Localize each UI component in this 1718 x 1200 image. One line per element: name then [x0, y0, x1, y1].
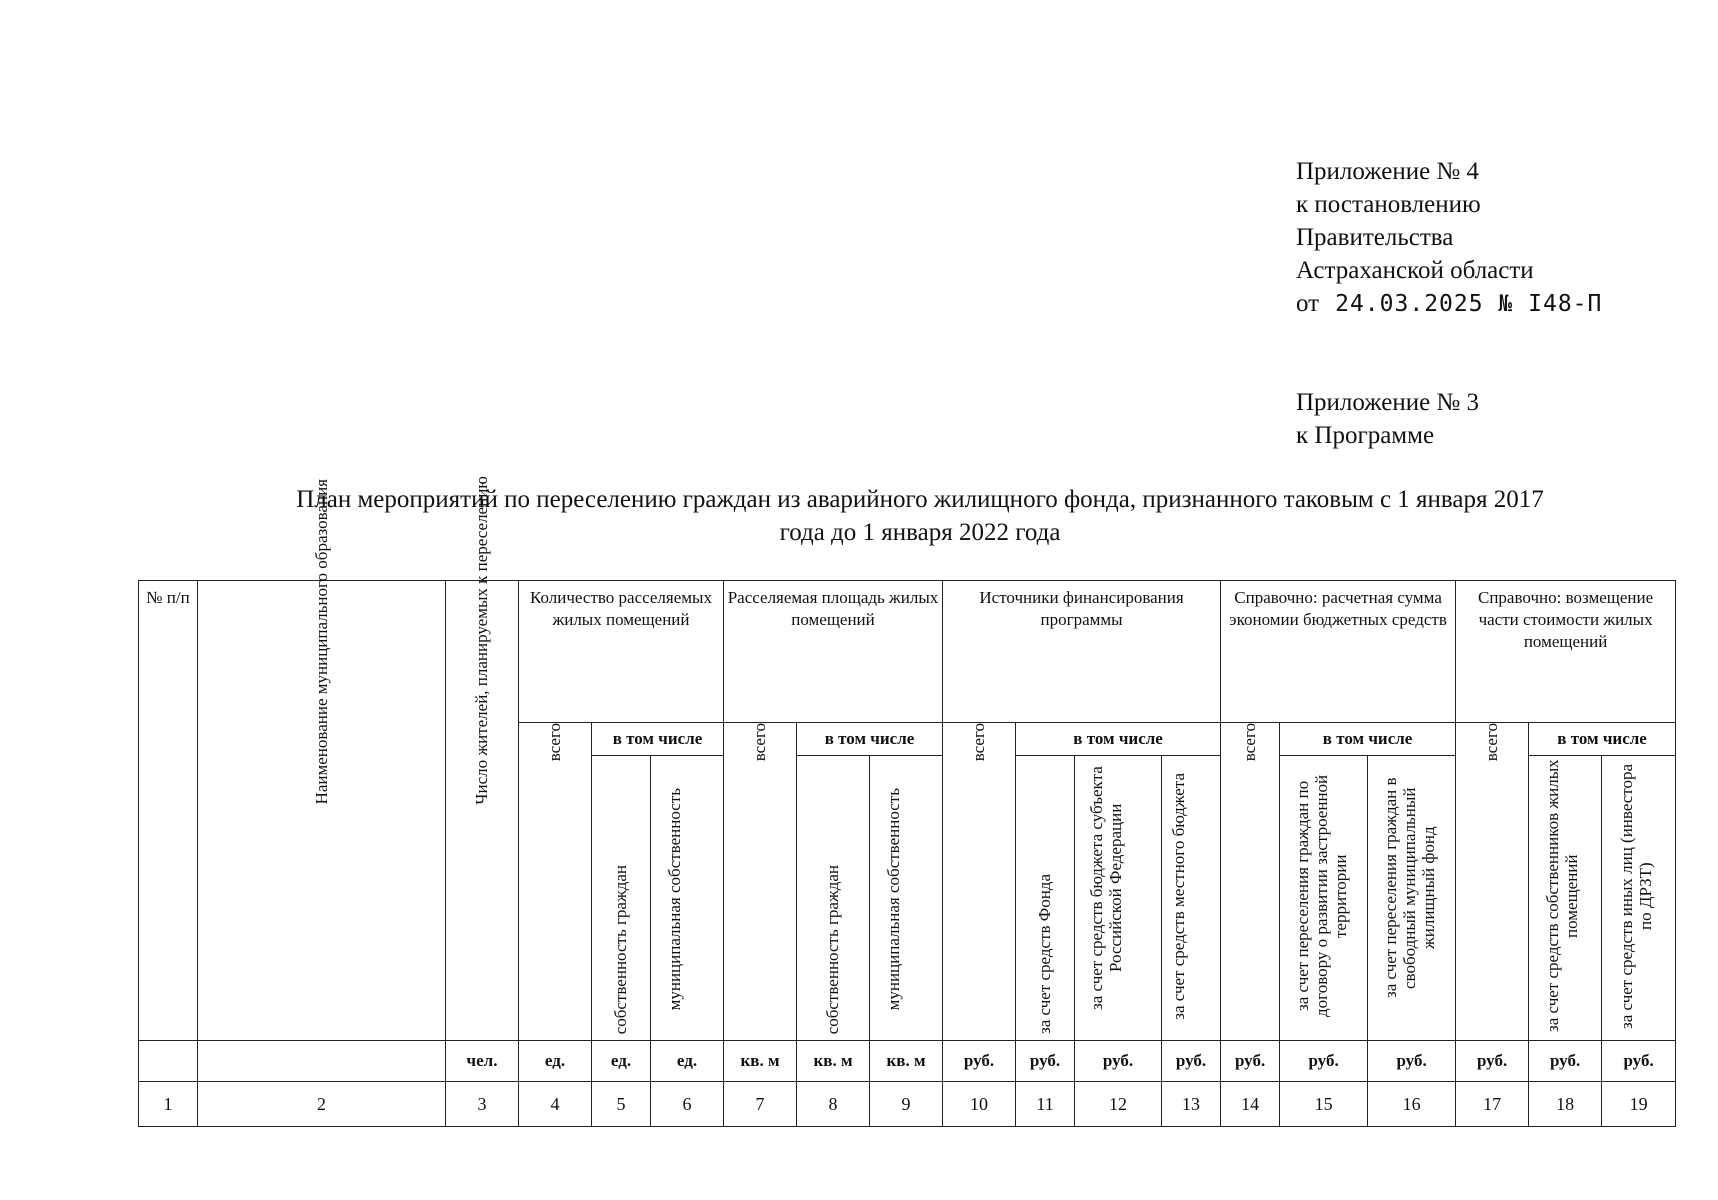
sources-local-budget-header — [1162, 756, 1221, 1041]
unit-cell-empty-1 — [139, 1041, 198, 1082]
compensation-incl-header: в том числе — [1529, 723, 1676, 756]
area-owned-label: собственность граждан — [823, 864, 842, 1034]
column-number-cell: 12 — [1075, 1082, 1162, 1127]
date-prefix: от — [1296, 290, 1320, 317]
economy-free-fund-label: за счет переселения граждан в свободный муниципальный жилищный фонд — [1380, 777, 1438, 999]
unit-cell: ед. — [651, 1041, 724, 1082]
unit-cell: руб. — [1016, 1041, 1075, 1082]
sources-subject-budget-header — [1075, 756, 1162, 1041]
column-number-cell: 4 — [519, 1082, 592, 1127]
title-line-1: План мероприятий по переселению граждан из аварийного жилищного фонда, признанного таковым с 1 января 2017 — [296, 486, 1544, 513]
residents-label: Число жителей, планируемых к переселению — [472, 475, 491, 805]
sources-fund-label: за счет средств Фонда — [1035, 874, 1055, 1034]
unit-cell: руб. — [1602, 1041, 1676, 1082]
unit-cell-empty-2 — [198, 1041, 446, 1082]
unit-cell: руб. — [1529, 1041, 1602, 1082]
column-number-cell: 7 — [724, 1082, 797, 1127]
unit-cell: руб. — [1456, 1041, 1529, 1082]
sources-subject-budget-label: за счет средств бюджета субъекта Российской Федерации — [1087, 766, 1126, 1010]
annex-4-header — [1296, 155, 1602, 321]
compensation-owners-label: за счет средств собственников жилых помещений — [1543, 759, 1582, 1033]
column-number-cell: 8 — [797, 1082, 870, 1127]
quantity-total-label: всего — [545, 723, 564, 762]
group-header-sources: Источники финансирования программы — [943, 581, 1221, 723]
unit-cell: ед. — [519, 1041, 592, 1082]
area-total-label: всего — [750, 723, 769, 762]
economy-total-header — [1221, 723, 1280, 1041]
column-numbers-row — [139, 1082, 1676, 1127]
sources-fund-header — [1016, 756, 1075, 1041]
quantity-owned-header — [592, 756, 651, 1041]
column-number-cell: 2 — [198, 1082, 446, 1127]
quantity-municipal-label: муниципальная собственность — [665, 787, 684, 1010]
unit-cell: руб. — [1280, 1041, 1368, 1082]
compensation-owners-header — [1529, 756, 1602, 1041]
unit-cell: руб. — [1075, 1041, 1162, 1082]
group-header-compensation: Справочно: возмещение части стоимости жилых помещений — [1456, 581, 1676, 723]
unit-cell: кв. м — [870, 1041, 943, 1082]
compensation-investor-header — [1602, 756, 1676, 1041]
economy-total-label: всего — [1240, 723, 1260, 762]
economy-incl-header: в том числе — [1280, 723, 1456, 756]
group-header-economy: Справочно: расчетная сумма экономии бюджетных средств — [1221, 581, 1456, 723]
annex-4-date-line — [1296, 287, 1602, 321]
area-total-header — [724, 723, 797, 1041]
quantity-total-header — [519, 723, 592, 1041]
sources-total-header — [943, 723, 1016, 1041]
group-header-quantity: Количество расселяемых жилых помещений — [519, 581, 724, 723]
sources-local-budget-label: за счет средств местного бюджета — [1169, 773, 1189, 1020]
area-municipal-label: муниципальная собственность — [884, 787, 904, 1010]
economy-free-fund-header — [1368, 756, 1456, 1041]
column-number-cell: 5 — [592, 1082, 651, 1127]
group-header-area: Расселяемая площадь жилых помещений — [724, 581, 943, 723]
sources-total-label: всего — [969, 723, 989, 762]
municipality-label: Наименование муниципального образования — [311, 479, 331, 805]
economy-development-label: за счет переселения граждан по договору о развитии застроенной территории — [1292, 774, 1350, 1018]
quantity-owned-label: собственность граждан — [611, 864, 630, 1034]
unit-cell: руб. — [1368, 1041, 1456, 1082]
column-number-cell: 17 — [1456, 1082, 1529, 1127]
annex-3-line2: к Программе — [1296, 422, 1435, 449]
column-number-cell: 1 — [139, 1082, 198, 1127]
annex-3-title: Приложение № 3 — [1296, 389, 1480, 416]
annex-4-line4: Астраханской области — [1296, 257, 1534, 284]
annex-4-line3: Правительства — [1296, 224, 1454, 251]
column-number-cell: 3 — [446, 1082, 519, 1127]
col-header-municipality — [198, 479, 446, 1041]
compensation-total-header — [1456, 723, 1529, 1041]
column-number-cell: 15 — [1280, 1082, 1368, 1127]
quantity-municipal-header — [651, 756, 724, 1041]
annex-3-header — [1296, 386, 1479, 452]
column-number-cell: 18 — [1529, 1082, 1602, 1127]
compensation-investor-label: за счет средств иных лиц (инвестора по ДРЗТ) — [1616, 763, 1655, 1029]
column-number-cell: 14 — [1221, 1082, 1280, 1127]
col-header-residents — [446, 475, 519, 1041]
compensation-total-label: всего — [1482, 723, 1502, 762]
column-number-cell: 13 — [1162, 1082, 1221, 1127]
unit-cell: ед. — [592, 1041, 651, 1082]
unit-cell: чел. — [446, 1041, 519, 1082]
area-incl-header: в том числе — [797, 723, 943, 756]
unit-cell: руб. — [1162, 1041, 1221, 1082]
economy-development-header — [1280, 756, 1368, 1041]
sources-incl-header: в том числе — [1016, 723, 1221, 756]
column-number-cell: 16 — [1368, 1082, 1456, 1127]
col-header-number: № п/п — [139, 581, 198, 1041]
unit-cell: кв. м — [797, 1041, 870, 1082]
unit-cell: руб. — [943, 1041, 1016, 1082]
document-title — [190, 483, 1650, 549]
column-number-cell: 19 — [1602, 1082, 1676, 1127]
column-number-cell: 10 — [943, 1082, 1016, 1127]
annex-4-line2: к постановлению — [1296, 191, 1481, 218]
area-municipal-header — [870, 756, 943, 1041]
date-number-stamp: 24.03.2025 № I48-П — [1335, 291, 1603, 317]
annex-4-title: Приложение № 4 — [1296, 158, 1480, 185]
column-number-cell: 6 — [651, 1082, 724, 1127]
units-row — [139, 1041, 1676, 1082]
unit-cell: руб. — [1221, 1041, 1280, 1082]
unit-cell: кв. м — [724, 1041, 797, 1082]
quantity-incl-header: в том числе — [592, 723, 724, 756]
column-number-cell: 11 — [1016, 1082, 1075, 1127]
column-number-cell: 9 — [870, 1082, 943, 1127]
title-line-2: года до 1 января 2022 года — [779, 519, 1061, 546]
area-owned-header — [797, 756, 870, 1041]
